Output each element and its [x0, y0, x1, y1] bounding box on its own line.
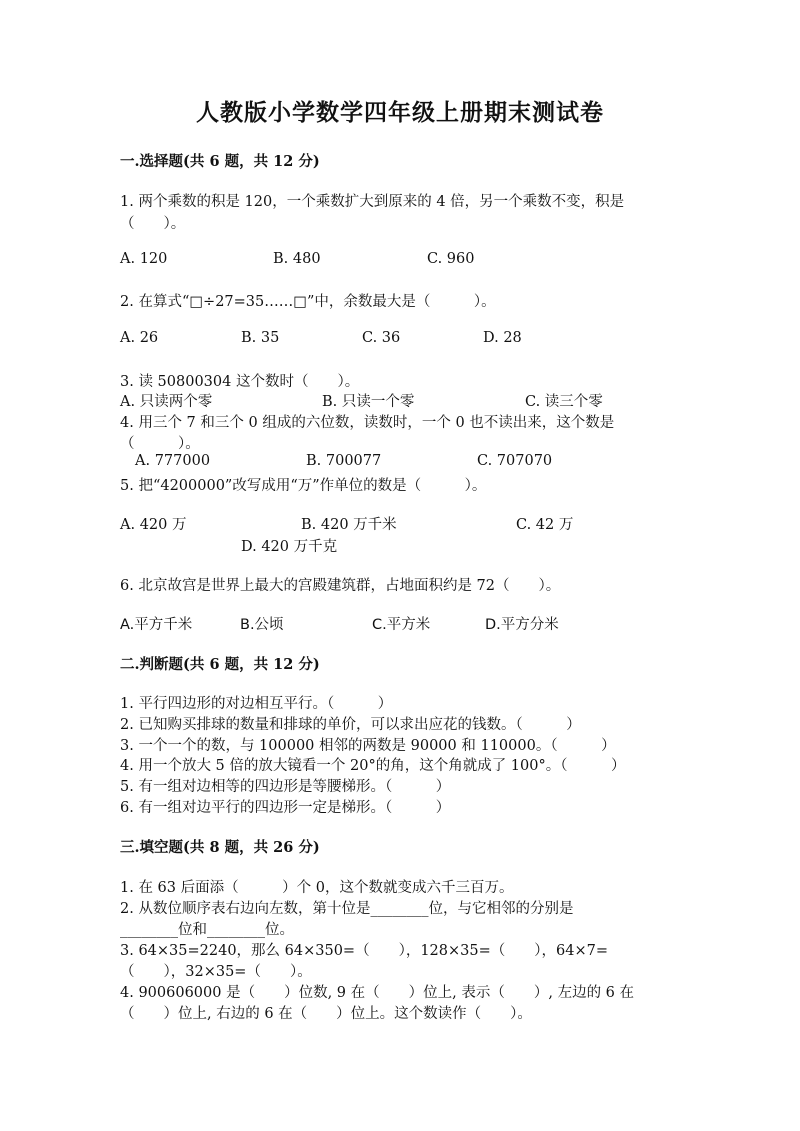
q1-option-c: C. 960: [427, 251, 475, 267]
q5-option-d: D. 420 万千克: [241, 539, 338, 555]
judgement-item: 6. 有一组对边平行的四边形一定是梯形。（ ）: [120, 800, 451, 816]
fill-blank-line: （ ）位上, 右边的 6 在（ ）位上。这个数读作（ ）。: [120, 1006, 532, 1022]
q3-option-c: C. 读三个零: [525, 394, 603, 410]
q4-text-cont: （ ）。: [120, 436, 200, 452]
q1-option-b: B. 480: [273, 251, 321, 267]
q5-option-b: B. 420 万千米: [301, 517, 397, 533]
section-heading-fill-blank: 三.填空题(共 8 题，共 26 分): [120, 839, 320, 856]
fill-blank-line: ________位和________位。: [120, 922, 294, 938]
section-heading-judgement: 二.判断题(共 6 题，共 12 分): [120, 656, 320, 673]
q4-text: 4. 用三个 7 和三个 0 组成的六位数，读数时，一个 0 也不读出来，这个数是: [120, 415, 615, 431]
fill-blank-line: 1. 在 63 后面添（ ）个 0，这个数就变成六千三百万。: [120, 880, 514, 896]
q1-text-cont: （ ）。: [120, 216, 186, 232]
q5-option-c: C. 42 万: [516, 517, 574, 533]
judgement-item: 2. 已知购买排球的数量和排球的单价，可以求出应花的钱数。（ ）: [120, 717, 581, 733]
q4-option-c: C. 707070: [477, 453, 553, 469]
q6-option-b: B.公顷: [240, 617, 284, 633]
section-heading-choice: 一.选择题(共 6 题，共 12 分): [120, 153, 320, 170]
q3-option-a: A. 只读两个零: [120, 394, 213, 410]
q4-option-a: A. 777000: [135, 453, 211, 469]
q5-text: 5. 把“4200000”改写成用“万”作单位的数是（ ）。: [120, 478, 487, 494]
q6-option-a: A.平方千米: [120, 617, 193, 633]
fill-blank-line: 4. 900606000 是（ ）位数, 9 在（ ）位上, 表示（ ）, 左边的 6 在: [120, 985, 635, 1001]
q6-option-d: D.平方分米: [485, 617, 559, 633]
q4-option-b: B. 700077: [306, 453, 382, 469]
q3-option-b: B. 只读一个零: [322, 394, 415, 410]
q5-option-a: A. 420 万: [120, 517, 187, 533]
judgement-item: 3. 一个一个的数，与 100000 相邻的两数是 90000 和 110000。（ ）: [120, 738, 616, 754]
q3-text: 3. 读 50800304 这个数时（ ）。: [120, 374, 360, 390]
q1-option-a: A. 120: [120, 251, 168, 267]
q2-option-a: A. 26: [120, 330, 159, 346]
q2-option-b: B. 35: [241, 330, 280, 346]
q6-text: 6. 北京故宫是世界上最大的宫殿建筑群，占地面积约是 72（ ）。: [120, 578, 561, 594]
q2-text: 2. 在算式“□÷27=35……□”中，余数最大是（ ）。: [120, 294, 496, 310]
page-title: 人教版小学数学四年级上册期末测试卷: [196, 99, 604, 126]
q2-option-c: C. 36: [362, 330, 401, 346]
q1-text: 1. 两个乘数的积是 120，一个乘数扩大到原来的 4 倍，另一个乘数不变，积是: [120, 194, 625, 210]
judgement-item: 5. 有一组对边相等的四边形是等腰梯形。（ ）: [120, 779, 451, 795]
q2-option-d: D. 28: [483, 330, 522, 346]
fill-blank-line: 2. 从数位顺序表右边向左数，第十位是________位，与它相邻的分别是: [120, 901, 574, 917]
judgement-item: 1. 平行四边形的对边相互平行。（ ）: [120, 696, 393, 712]
fill-blank-line: 3. 64×35=2240，那么 64×350=（ ），128×35=（ ），64×7=: [120, 943, 608, 959]
fill-blank-line: （ ），32×35=（ ）。: [120, 964, 312, 980]
q6-option-c: C.平方米: [372, 617, 431, 633]
judgement-item: 4. 用一个放大 5 倍的放大镜看一个 20°的角，这个角就成了 100°。（ ）: [120, 758, 626, 774]
